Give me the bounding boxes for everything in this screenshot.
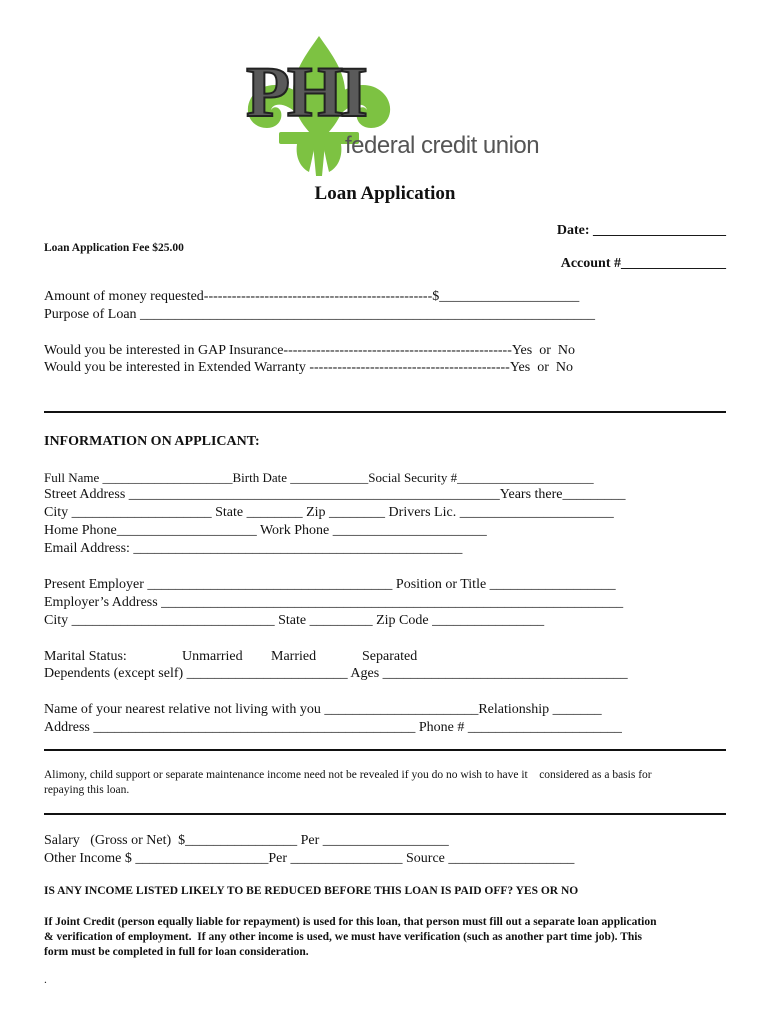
salary-row[interactable]: Salary (Gross or Net) $________________ Per __________________: [44, 833, 449, 848]
email-row[interactable]: Email Address: _______________________________________________: [44, 541, 463, 556]
dependents-row[interactable]: Dependents (except self) _______________________ Ages ___________________________________: [44, 666, 628, 681]
divider: [44, 411, 726, 413]
logo-monogram: PHI: [246, 52, 366, 132]
marital-married[interactable]: Married: [271, 649, 317, 664]
employer-row[interactable]: Present Employer ___________________________________ Position or Title __________________: [44, 577, 616, 592]
applicant-heading: INFORMATION ON APPLICANT:: [44, 434, 260, 449]
city-row[interactable]: City ____________________ State ________ Zip ________ Drivers Lic. ______________________: [44, 505, 614, 520]
employer-city-row[interactable]: City _____________________________ State _________ Zip Code ________________: [44, 613, 545, 628]
marital-separated[interactable]: Separated: [362, 649, 418, 664]
page-title: Loan Application: [314, 183, 456, 204]
alimony-note-cont: repaying this loan.: [44, 784, 130, 796]
employer-address-row[interactable]: Employer’s Address __________________________________________________________________: [44, 595, 624, 610]
fee-label: Loan Application Fee $25.00: [44, 242, 184, 254]
logo-tagline: federal credit union: [345, 132, 540, 159]
phone-row[interactable]: Home Phone____________________ Work Phone ______________________: [44, 523, 487, 538]
other-income-row[interactable]: Other Income $ ___________________Per ________________ Source __________________: [44, 851, 575, 866]
income-reduced-question: IS ANY INCOME LISTED LIKELY TO BE REDUCED BEFORE THIS LOAN IS PAID OFF? YES OR NO: [44, 885, 579, 897]
amount-field[interactable]: Amount of money requested-------------------------------------------------$____________________: [44, 289, 580, 304]
alimony-note: Alimony, child support or separate maintenance income need not be revealed if you do no wish to have it considered as a basis for: [44, 769, 652, 781]
end-mark: .: [44, 974, 47, 986]
gap-question[interactable]: Would you be interested in GAP Insurance-------------------------------------------------Yes or No: [44, 343, 575, 358]
relative-row[interactable]: Name of your nearest relative not living with you ______________________Relationship _______: [44, 702, 602, 717]
marital-unmarried[interactable]: Unmarried: [182, 649, 243, 664]
full-name-row[interactable]: Full Name ____________________Birth Date ____________Social Security #_____________________: [44, 470, 594, 485]
date-field[interactable]: Date: ___________________: [556, 223, 726, 238]
joint-credit-note: If Joint Credit (person equally liable for repayment) is used for this loan, that person must fill out a separate loan application: [44, 916, 657, 928]
warranty-question[interactable]: Would you be interested in Extended Warranty -------------------------------------------Yes or No: [44, 360, 573, 375]
marital-label: Marital Status:: [44, 649, 127, 664]
divider: [44, 749, 726, 751]
purpose-field[interactable]: Purpose of Loan _________________________________________________________________: [44, 307, 596, 322]
divider: [44, 813, 726, 815]
relative-address-row[interactable]: Address ______________________________________________ Phone # ______________________: [44, 720, 622, 735]
joint-credit-note-cont: & verification of employment. If any other income is used, we must have verification (such as another part time job). This: [44, 931, 642, 943]
joint-credit-note-end: form must be completed in full for loan consideration.: [44, 946, 309, 958]
street-row[interactable]: Street Address _____________________________________________________Years there_________: [44, 487, 626, 502]
account-field[interactable]: Account #_______________: [560, 256, 726, 271]
